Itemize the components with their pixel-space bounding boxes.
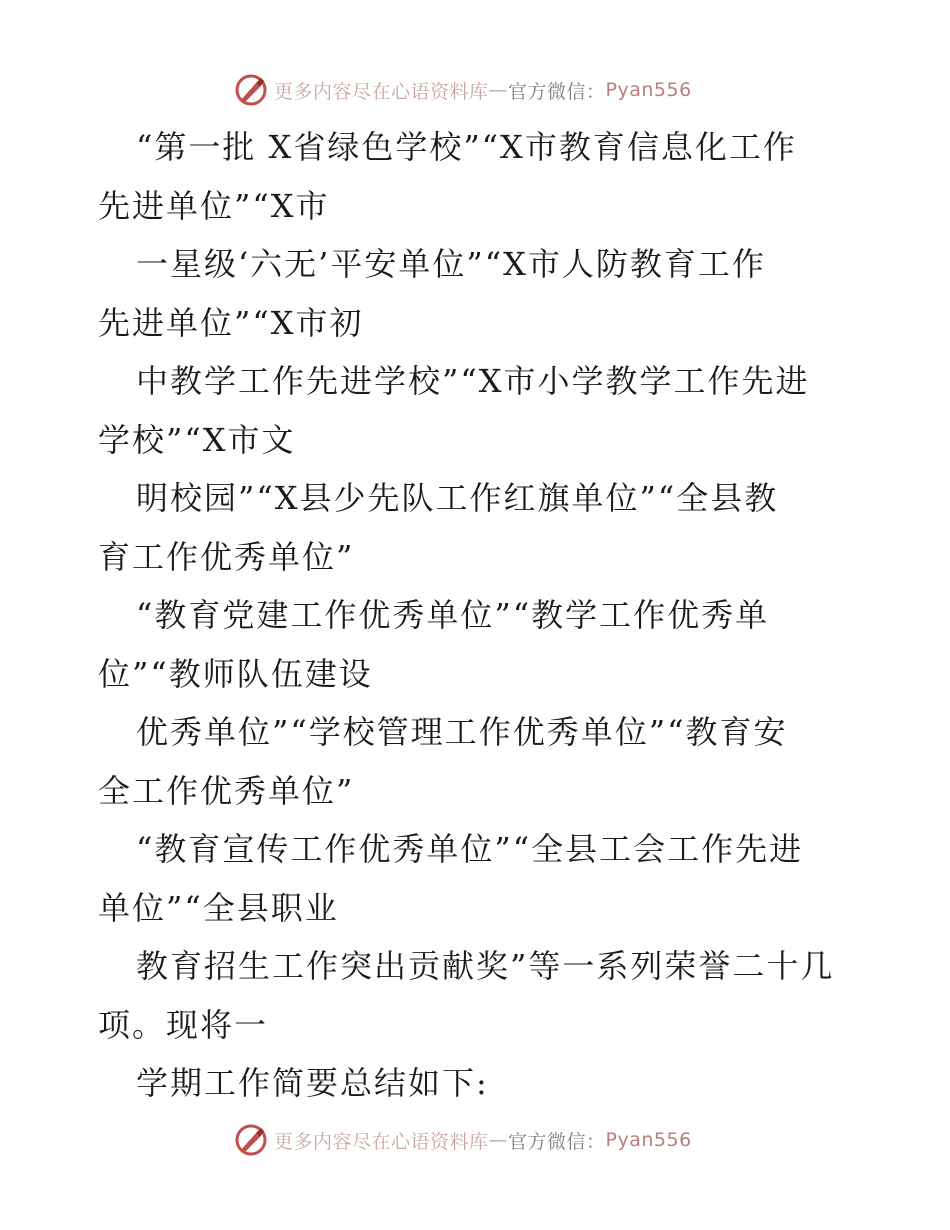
document-body <box>98 118 858 1113</box>
pen-logo-icon <box>234 73 268 107</box>
body-text-line: 优秀单位”“学校管理工作优秀单位”“教育安 <box>136 713 788 751</box>
body-text-line: 单位”“全县职业 <box>98 888 339 927</box>
footer-watermark <box>234 1122 692 1158</box>
body-text-line: 育工作优秀单位” <box>98 537 355 576</box>
watermark-site-text: 更多内容尽在心语资料库 <box>274 1130 489 1153</box>
watermark-wechat-label: 官方微信： <box>508 80 606 103</box>
body-text-line: 教育招生工作突出贡献奖”等一系列荣誉二十几 <box>136 947 835 985</box>
body-text-line: 先进单位”“X市 <box>98 186 330 225</box>
body-text-line: 位”“教师队伍建设 <box>98 654 373 693</box>
pen-logo-icon <box>234 1123 268 1157</box>
body-text-line: 中教学工作先进学校”“X市小学教学工作先进 <box>136 362 810 400</box>
watermark-separator: — <box>488 1129 509 1151</box>
body-text-line: “教育宣传工作优秀单位”“全县工会工作先进 <box>136 830 804 868</box>
body-text-line: 学校”“X市文 <box>98 420 296 459</box>
watermark-wechat-id: Pyan556 <box>605 79 692 101</box>
watermark-site-text: 更多内容尽在心语资料库 <box>274 80 489 103</box>
body-text-line: 一星级‘六无’平安单位”“X市人防教育工作 <box>136 245 766 283</box>
body-text-line: 项。现将一 <box>98 1005 269 1044</box>
watermark-wechat-label: 官方微信： <box>508 1130 606 1153</box>
body-text-line: “第一批 X省绿色学校”“X市教育信息化工作 <box>136 128 797 166</box>
watermark-separator: — <box>488 79 509 101</box>
body-text-line: 全工作优秀单位” <box>98 771 355 810</box>
body-text-line: 先进单位”“X市初 <box>98 303 364 342</box>
body-text-line: 学期工作简要总结如下: <box>136 1064 489 1102</box>
body-text-line: 明校园”“X县少先队工作红旗单位”“全县教 <box>136 479 779 517</box>
body-text-line: “教育党建工作优秀单位”“教学工作优秀单 <box>136 596 770 634</box>
header-watermark <box>234 72 692 108</box>
watermark-wechat-id: Pyan556 <box>605 1129 692 1151</box>
